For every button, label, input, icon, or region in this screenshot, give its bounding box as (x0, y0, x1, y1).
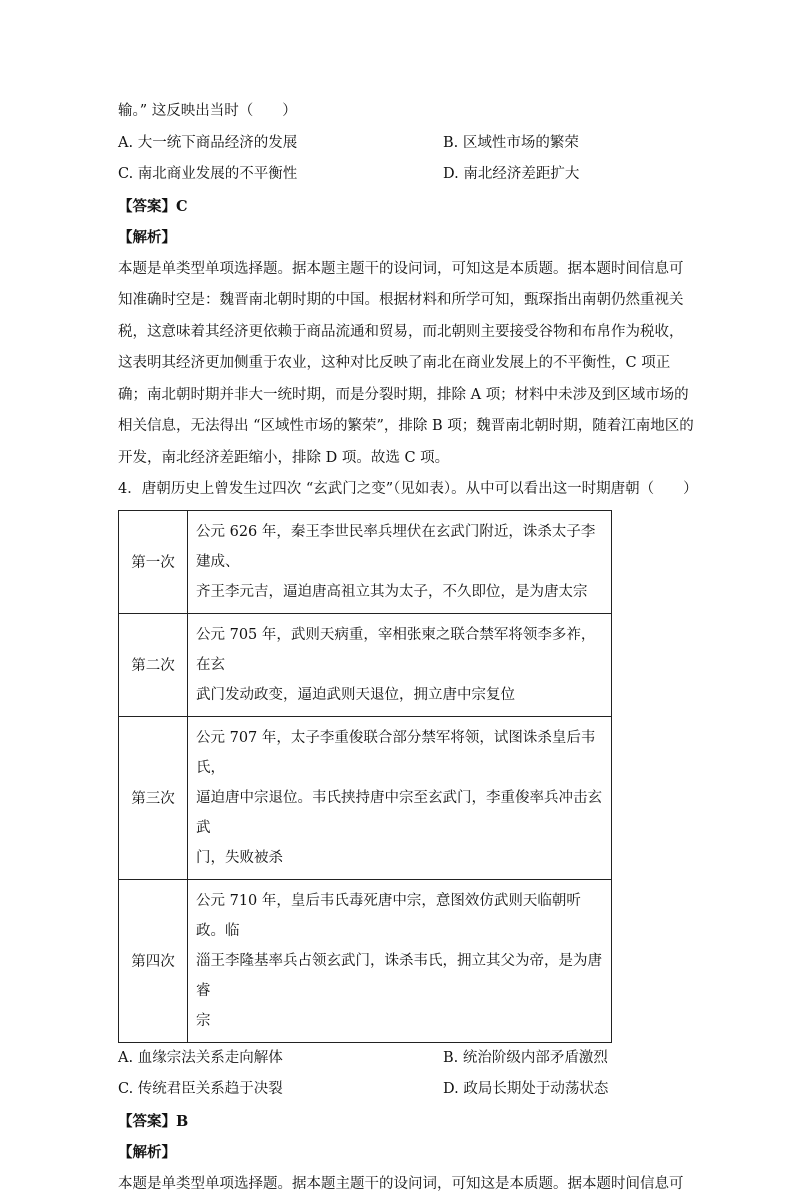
row-label: 第二次 (119, 613, 188, 716)
q3-stem-tail: 输。” 这反映出当时（ ） (118, 96, 678, 128)
row-label: 第一次 (119, 510, 188, 613)
row-line: 淄王李隆基率兵占领玄武门，诛杀韦氏，拥立其父为帝，是为唐睿 (196, 946, 603, 1006)
row-line: 公元 707 年，太子李重俊联合部分禁军将领，试图诛杀皇后韦氏， (196, 723, 603, 783)
row-line: 齐王李元吉，逼迫唐高祖立其为太子，不久即位，是为唐太宗 (196, 577, 603, 607)
table-row (119, 879, 612, 1042)
q3-answer: 【答案】C (118, 191, 678, 223)
row-line: 宗 (196, 1006, 603, 1036)
q4-option-b[interactable]: B. 统治阶级内部矛盾激烈 (443, 1043, 608, 1075)
row-line: 门，失败被杀 (196, 843, 603, 873)
q3-analysis-line: 开发，南北经济差距缩小，排除 D 项。故选 C 项。 (118, 443, 678, 475)
row-line: 武门发动政变，逼迫武则天退位，拥立唐中宗复位 (196, 680, 603, 710)
row-content (188, 613, 612, 716)
q3-option-d[interactable]: D. 南北经济差距扩大 (443, 159, 579, 191)
q4-answer: 【答案】B (118, 1106, 678, 1138)
q3-analysis-line: 相关信息，无法得出 “区域性市场的繁荣”，排除 B 项；魏晋南北朝时期，随着江南地区的 (118, 411, 678, 443)
q4-options-row-2 (118, 1074, 678, 1106)
table-row (119, 613, 612, 716)
row-label: 第三次 (119, 716, 188, 879)
q3-analysis-line: 税，这意味着其经济更依赖于商品流通和贸易，而北朝则主要接受谷物和布帛作为税收， (118, 317, 678, 349)
q3-options-row-2 (118, 159, 678, 191)
q3-analysis-line: 确；南北朝时期并非大一统时期，而是分裂时期，排除 A 项；材料中未涉及到区域市场的 (118, 380, 678, 412)
row-line: 逼迫唐中宗退位。韦氏挟持唐中宗至玄武门，李重俊率兵冲击玄武 (196, 783, 603, 843)
q4-analysis-line: 本题是单类型单项选择题。据本题主题干的设问词，可知这是本质题。据本题时间信息可 (118, 1169, 678, 1200)
q3-option-c[interactable]: C. 南北商业发展的不平衡性 (118, 159, 443, 191)
row-line: 公元 710 年，皇后韦氏毒死唐中宗，意图效仿武则天临朝听政。临 (196, 886, 603, 946)
q3-options-row-1 (118, 128, 678, 160)
row-content (188, 879, 612, 1042)
q4-option-c[interactable]: C. 传统君臣关系趋于决裂 (118, 1074, 443, 1106)
q4-table (118, 510, 612, 1043)
q3-analysis-line: 知准确时空是：魏晋南北朝时期的中国。根据材料和所学可知，甄琛指出南朝仍然重视关 (118, 285, 678, 317)
row-line: 公元 705 年，武则天病重，宰相张柬之联合禁军将领李多祚，在玄 (196, 620, 603, 680)
row-label: 第四次 (119, 879, 188, 1042)
q3-analysis-line: 这表明其经济更加侧重于农业，这种对比反映了南北在商业发展上的不平衡性，C 项正 (118, 348, 678, 380)
q3-analysis-line: 本题是单类型单项选择题。据本题主题干的设问词，可知这是本质题。据本题时间信息可 (118, 254, 678, 286)
q3-option-a[interactable]: A. 大一统下商品经济的发展 (118, 128, 443, 160)
q4-option-d[interactable]: D. 政局长期处于动荡状态 (443, 1074, 608, 1106)
row-content (188, 716, 612, 879)
q4-option-a[interactable]: A. 血缘宗法关系走向解体 (118, 1043, 443, 1075)
row-content (188, 510, 612, 613)
q3-analysis-label: 【解析】 (118, 222, 678, 254)
q4-stem: 4．唐朝历史上曾发生过四次 “玄武门之变”（见如表）。从中可以看出这一时期唐朝（ ） (118, 474, 678, 506)
q4-options-row-1 (118, 1043, 678, 1075)
q4-analysis-label: 【解析】 (118, 1137, 678, 1169)
q3-option-b[interactable]: B. 区域性市场的繁荣 (443, 128, 579, 160)
document-page (118, 96, 678, 1200)
table-row (119, 716, 612, 879)
table-row (119, 510, 612, 613)
row-line: 公元 626 年，秦王李世民率兵埋伏在玄武门附近，诛杀太子李建成、 (196, 517, 603, 577)
